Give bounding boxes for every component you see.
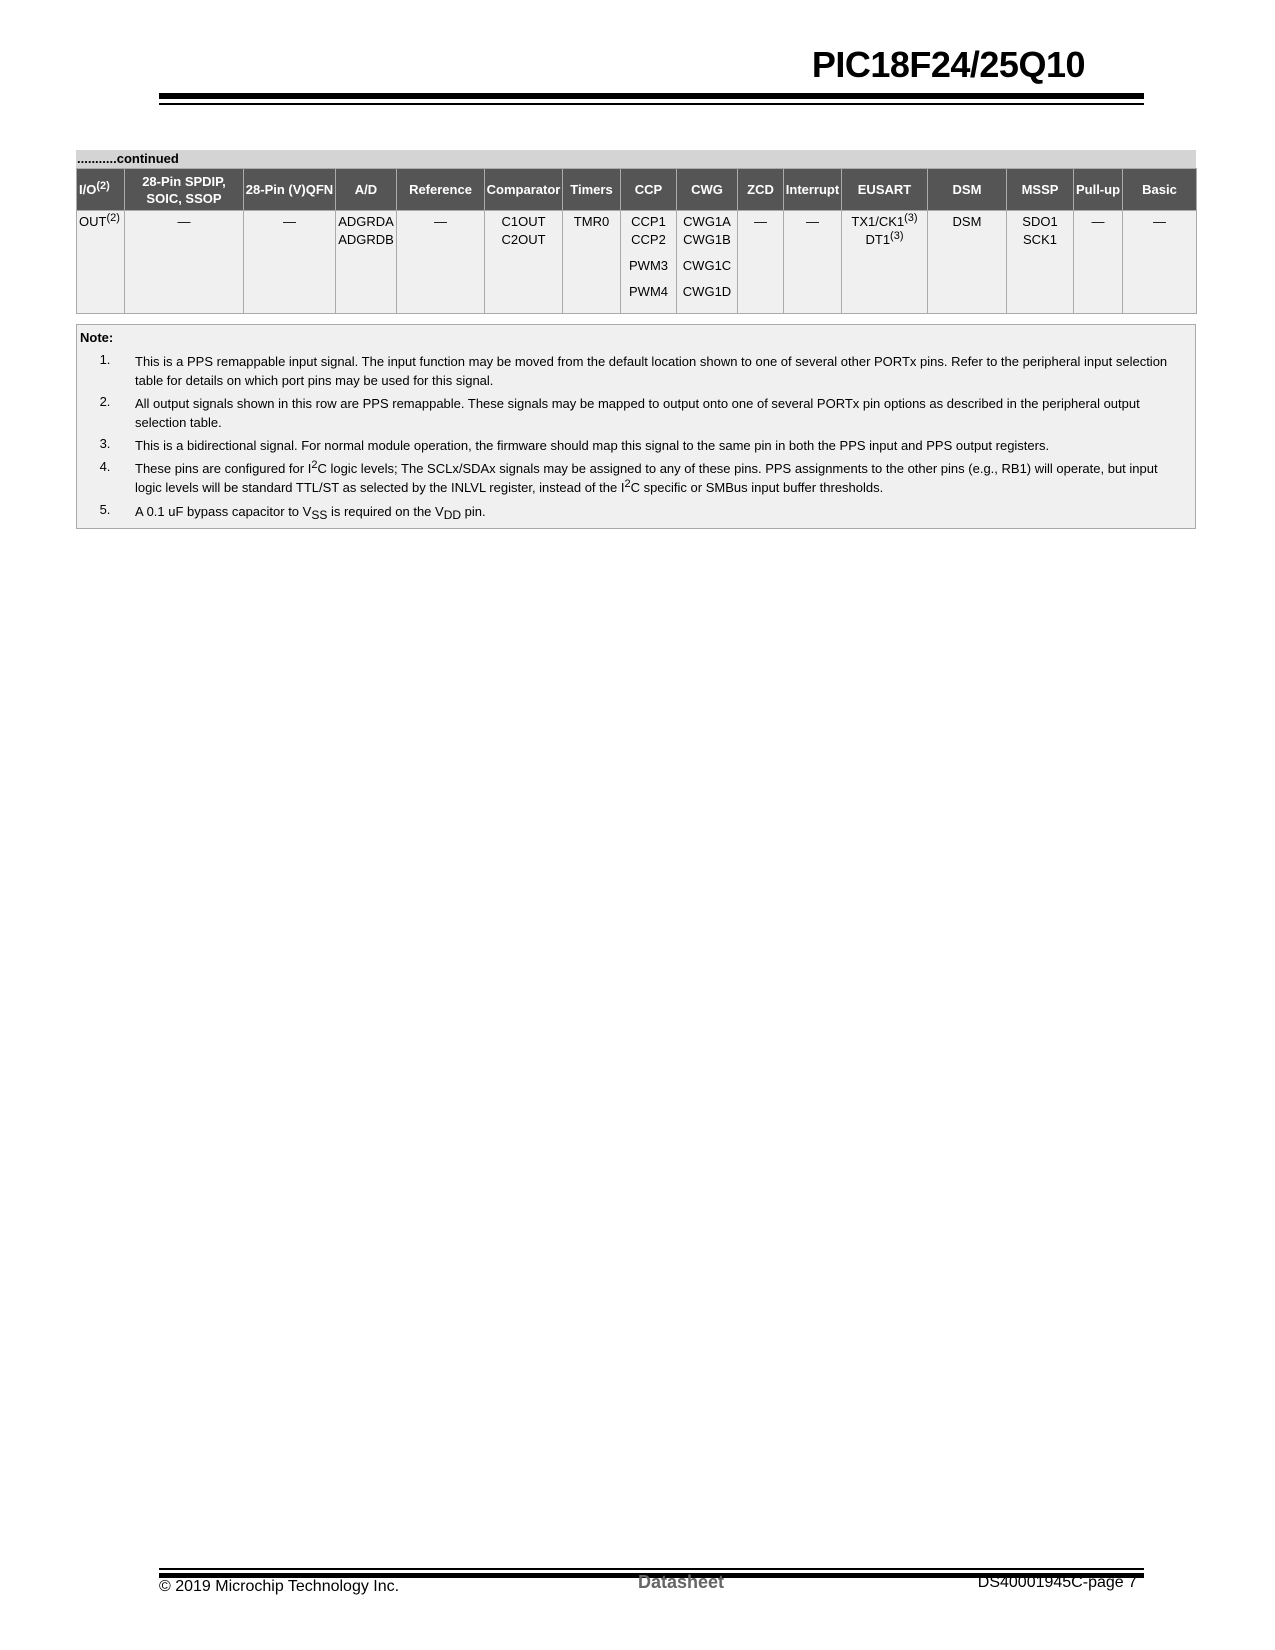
cell-ad: ADGRDA ADGRDB [336, 211, 397, 314]
cell-io: OUT$^{(2)}$ [77, 211, 125, 314]
header-rule-thin [159, 103, 1144, 105]
col-io: $I/O^{(2)}$ [77, 169, 125, 211]
notes-box: Note: 1. This is a PPS remappable input signal. The input function may be moved from the default location shown to one of several other PORTx pins. Refer to the peripheral input selection table for details on which port pins may be used for this signal. 2. All output signals shown in this row are PPS remappable. These signals may be mapped to output onto one of several PORTx pin options as described in the peripheral output selection table. 3. This is a bidirectional signal. For normal module operation, the firmware should map this signal to the same pin in both the PPS input and PPS output registers. 4. These pins are configured for $I^2C$ logic levels; The SCLx/SDAx signals may be assigned to any of these pins. PPS assignments to the other pins (e.g., RB1) will operate, but input logic levels will be standard TTL/ST as selected by the INLVL register, instead of the $I^2C$ specific or SMBus input buffer thresholds. 5. A 0.1 uF bypass capacitor to $V_{SS}$ is required on the $V_{DD}$ pin. [76, 324, 1196, 529]
col-pullup: Pull-up [1074, 169, 1123, 211]
pin-allocation-table [76, 150, 1196, 314]
cell-cwg: CWG1A CWG1B CWG1C CWG1D [677, 211, 738, 314]
col-reference: Reference [397, 169, 485, 211]
continued-label: ...........continued [76, 150, 1196, 168]
cell-pullup: — [1074, 211, 1123, 314]
footer-copyright: © 2019 Microchip Technology Inc. [159, 1578, 400, 1595]
col-interrupt: Interrupt [784, 169, 842, 211]
cell-comparator: C1OUT C2OUT [485, 211, 563, 314]
cell-eusart: TX1/CK1$^{(3)}$ DT1$^{(3)}$ [842, 211, 928, 314]
notes-heading: Note: [80, 330, 114, 345]
col-dsm: DSM [928, 169, 1007, 211]
col-mssp: MSSP [1007, 169, 1074, 211]
cell-basic: — [1123, 211, 1197, 314]
col-ccp: CCP [621, 169, 677, 211]
cell-timers: TMR0 [563, 211, 621, 314]
col-timers: Timers [563, 169, 621, 211]
col-28pin-qfn: 28-Pin (V)QFN [244, 169, 336, 211]
document-title: PIC18F24/25Q10 [811, 44, 1085, 85]
col-ad: A/D [336, 169, 397, 211]
cell-28pin-qfn: — [244, 211, 336, 314]
footer-rule-thin [159, 1568, 1144, 1570]
table-row [77, 211, 1197, 314]
col-eusart: EUSART [842, 169, 928, 211]
footer-label: Datasheet [638, 1572, 725, 1592]
cell-28pin-spdip: — [125, 211, 244, 314]
pin-table [76, 168, 1197, 314]
cell-mssp: SDO1 SCK1 [1007, 211, 1074, 314]
col-basic: Basic [1123, 169, 1197, 211]
cell-dsm: DSM [928, 211, 1007, 314]
col-cwg: CWG [677, 169, 738, 211]
cell-interrupt: — [784, 211, 842, 314]
cell-reference: — [397, 211, 485, 314]
header-rule-thick [159, 93, 1144, 99]
col-comparator: Comparator [485, 169, 563, 211]
footer-page-number: DS40001945C-page 7 [977, 1574, 1137, 1591]
cell-zcd: — [738, 211, 784, 314]
table-header-row [77, 169, 1197, 211]
col-28pin-spdip: 28-Pin SPDIP, SOIC, SSOP [125, 169, 244, 211]
cell-ccp: CCP1 CCP2 PWM3 PWM4 [621, 211, 677, 314]
col-zcd: ZCD [738, 169, 784, 211]
